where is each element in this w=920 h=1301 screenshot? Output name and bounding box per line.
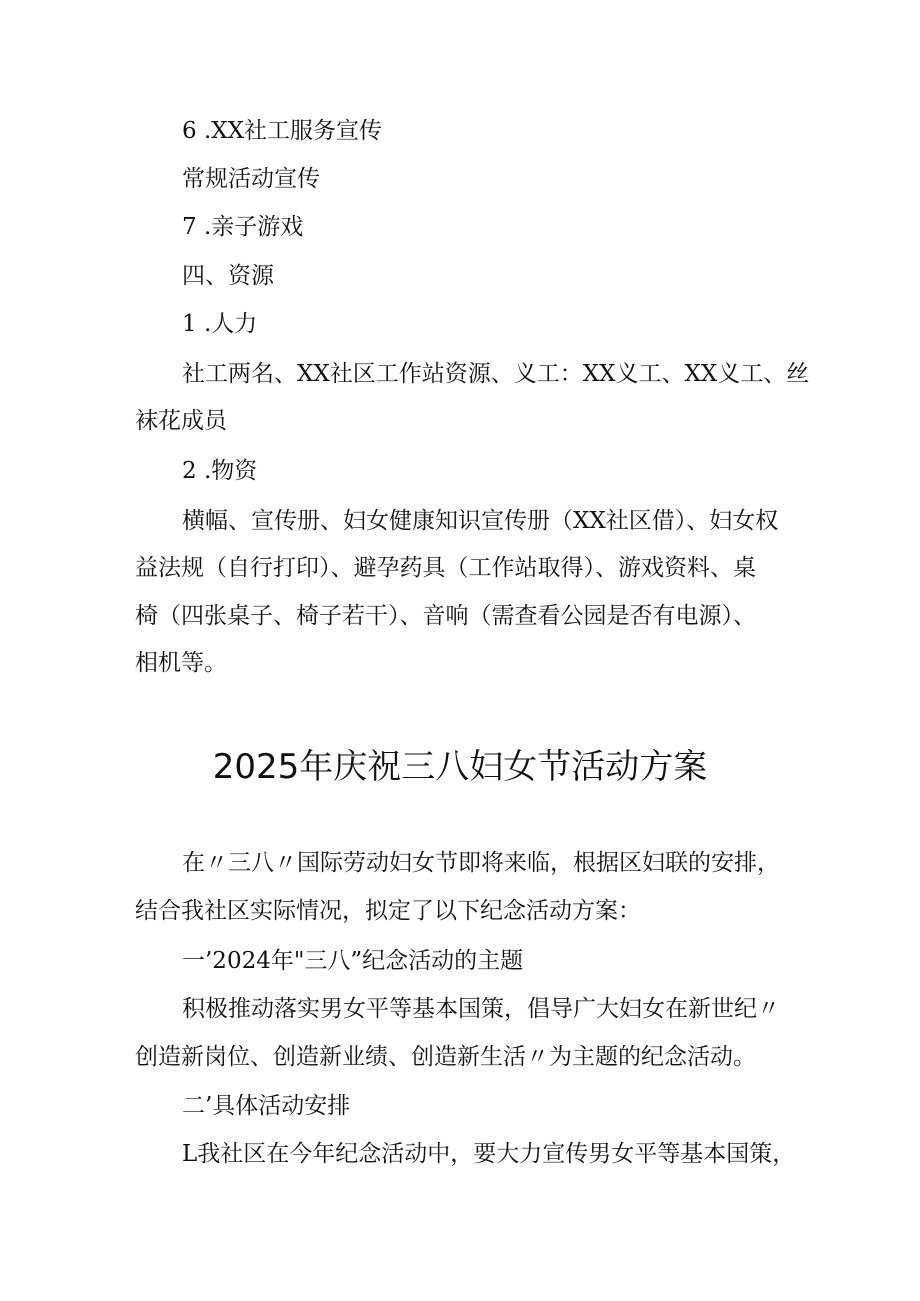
paragraph-line: 积极推动落实男女平等基本国策，倡导广大妇女在新世纪〃 [182, 996, 780, 1022]
paragraph-line: 结合我社区实际情况，拟定了以下纪念活动方案： [135, 898, 641, 924]
section-heading: 一’2024年"三八”纪念活动的主题 [182, 948, 524, 974]
list-item: 2 .物资 [182, 458, 258, 484]
paragraph-line: 椅（四张桌子、椅子若干）、音响（需查看公园是否有电源）、 [135, 603, 756, 629]
paragraph-line: L我社区在今年纪念活动中，要大力宣传男女平等基本国策， [182, 1141, 796, 1167]
paragraph-line: 益法规（自行打印）、避孕药具（工作站取得）、游戏资料、桌 [135, 555, 756, 581]
section-heading: 二’具体活动安排 [182, 1093, 351, 1119]
list-item: 6 .XX社工服务宣传 [182, 118, 383, 144]
paragraph-line: 在〃三八〃国际劳动妇女节即将来临，根据区妇联的安排， [182, 850, 780, 876]
paragraph-line: 相机等。 [135, 650, 227, 676]
paragraph-line: 创造新岗位、创造新业绩、创造新生活〃为主题的纪念活动。 [135, 1044, 756, 1070]
paragraph-line: 常规活动宣传 [182, 166, 320, 192]
paragraph-line: 社工两名、XX社区工作站资源、义工：XX义工、XX义工、丝 [182, 361, 810, 387]
section-heading: 四、资源 [182, 263, 274, 289]
paragraph-line: 袜花成员 [135, 408, 227, 434]
document-title: 2025年庆祝三八妇女节活动方案 [212, 747, 708, 787]
paragraph-line: 横幅、宣传册、妇女健康知识宣传册（XX社区借）、妇女权 [182, 508, 779, 534]
list-item: 7 .亲子游戏 [182, 214, 304, 240]
list-item: 1 .人力 [182, 311, 258, 337]
